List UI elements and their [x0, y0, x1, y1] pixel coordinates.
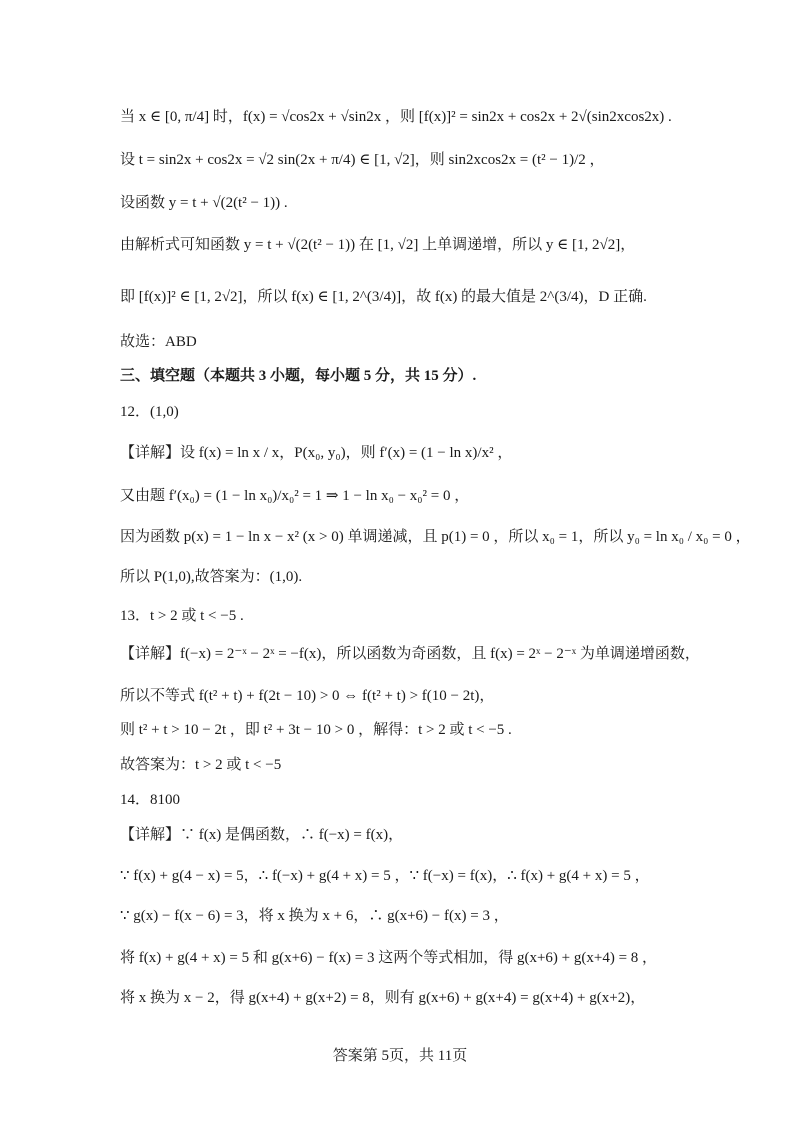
- solution-line: 当 x ∈ [0, π/4] 时，f(x) = √cos2x + √sin2x ，则 [f(x)]² = sin2x + cos2x + 2√(sin2xcos2x) .: [120, 109, 672, 125]
- question-answer-12: 12．(1,0): [120, 404, 179, 420]
- solution-line: 设函数 y = t + √(2(t² − 1)) .: [120, 195, 288, 211]
- solution-line: ∵ f(x) + g(4 − x) = 5，∴ f(−x) + g(4 + x) = 5 ，∵ f(−x) = f(x)，∴ f(x) + g(4 + x) = 5 ，: [120, 868, 650, 884]
- answer-choice: 故选：ABD: [120, 334, 197, 350]
- solution-line: 所以不等式 f(t² + t) + f(2t − 10) > 0 ⇔ f(t² + t) > f(10 − 2t)，: [120, 688, 495, 704]
- solution-line: 【详解】f(−x) = 2⁻ˣ − 2ˣ = −f(x)，所以函数为奇函数，且 f(x) = 2ˣ − 2⁻ˣ 为单调递增函数，: [120, 646, 700, 662]
- solution-line: 因为函数 p(x) = 1 − ln x − x² (x > 0) 单调递减，且 p(1) = 0 ，所以 x₀ = 1，所以 y₀ = ln x₀ / x₀ = 0 ，: [120, 529, 751, 545]
- solution-line: 所以 P(1,0),故答案为：(1,0).: [120, 569, 303, 585]
- solution-line: 【详解】∵ f(x) 是偶函数，∴ f(−x) = f(x)，: [120, 827, 404, 843]
- question-answer-14: 14．8100: [120, 792, 181, 808]
- section-heading: 三、填空题（本题共 3 小题，每小题 5 分，共 15 分）.: [120, 368, 477, 384]
- solution-line: 将 f(x) + g(4 + x) = 5 和 g(x+6) − f(x) = 3 这两个等式相加，得 g(x+6) + g(x+4) = 8 ，: [120, 950, 658, 966]
- solution-line: 又由题 f′(x₀) = (1 − ln x₀)/x₀² = 1 ⇒ 1 − ln x₀ − x₀² = 0 ，: [120, 488, 470, 504]
- question-answer-13: 13．t > 2 或 t < −5 .: [120, 608, 244, 624]
- solution-line: 设 t = sin2x + cos2x = √2 sin(2x + π/4) ∈ [1, √2]，则 sin2xcos2x = (t² − 1)/2 ，: [120, 152, 605, 168]
- solution-line: 【详解】设 f(x) = ln x / x，P(x₀, y₀)，则 f′(x) = (1 − ln x)/x² ，: [120, 445, 513, 461]
- page-footer: 答案第 5页，共 11页: [332, 1048, 468, 1064]
- solution-line: 则 t² + t > 10 − 2t ，即 t² + 3t − 10 > 0 ，解得：t > 2 或 t < −5 .: [120, 722, 512, 738]
- solution-line: 将 x 换为 x − 2，得 g(x+4) + g(x+2) = 8，则有 g(x+6) + g(x+4) = g(x+4) + g(x+2)，: [120, 990, 646, 1006]
- solution-line: ∵ g(x) − f(x − 6) = 3，将 x 换为 x + 6，∴ g(x+6) − f(x) = 3 ，: [120, 908, 509, 924]
- solution-line: 由解析式可知函数 y = t + √(2(t² − 1)) 在 [1, √2] 上单调递增，所以 y ∈ [1, 2√2]，: [120, 237, 636, 253]
- solution-line: 即 [f(x)]² ∈ [1, 2√2]，所以 f(x) ∈ [1, 2^(3/4)]，故 f(x) 的最大值是 2^(3/4)，D 正确.: [120, 289, 647, 305]
- solution-line: 故答案为：t > 2 或 t < −5: [120, 757, 282, 773]
